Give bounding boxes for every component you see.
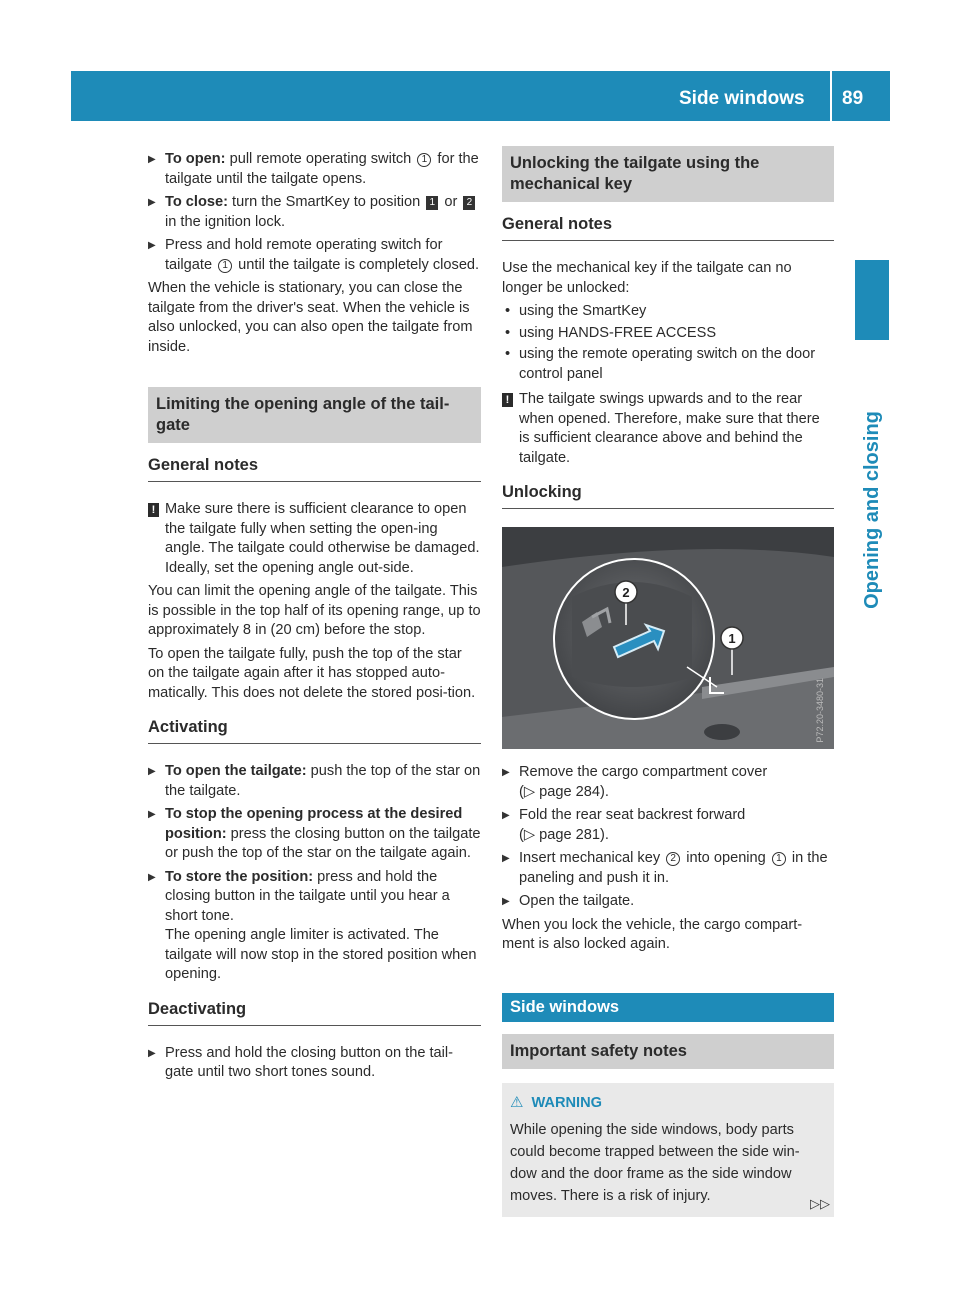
- subheading-general-notes: General notes: [148, 455, 481, 482]
- step-open-tailgate: ▶ To open the tailgate: push the top of the star on the tailgate.: [148, 762, 481, 801]
- warning-heading: ⚠ WARNING: [510, 1093, 602, 1111]
- warning-triangle-icon: ⚠: [510, 1093, 524, 1111]
- instruction-close: ▶ To close: turn the SmartKey to position 1 or 2 in the ignition lock.: [148, 193, 481, 232]
- left-column: [148, 150, 481, 1087]
- exclamation-icon: !: [502, 393, 513, 407]
- chapter-label: Opening and closing: [861, 411, 883, 609]
- step-fold-backrest: ▶ Fold the rear seat backrest forward (▷ page 281).: [502, 806, 834, 845]
- next-page-arrow-icon: ▷▷: [810, 1196, 830, 1211]
- section-unlocking-tailgate: Unlocking the tailgate using the mechanical key: [502, 146, 834, 202]
- position-2-marker: 2: [463, 196, 475, 210]
- exclamation-icon: !: [148, 503, 159, 517]
- bullet-smartkey: • using the SmartKey: [502, 302, 834, 322]
- header-separator: [830, 71, 832, 121]
- step-stop-opening: ▶ To stop the opening process at the desired position: press the closing button on the tailgate or push the top of the star on the tailgate again.: [148, 805, 481, 864]
- subheading-unlocking: Unlocking: [502, 482, 834, 509]
- instruction-press-hold: ▶ Press and hold remote operating switch for tailgate 1 until the tailgate is completely closed.: [148, 236, 481, 275]
- item-1-marker: 1: [772, 852, 786, 866]
- warning-text: While opening the side windows, body parts could become trapped between the side win-dow and the door frame as the side window moves. There is a risk of injury.: [510, 1122, 800, 1204]
- notice-swing-clearance: ! The tailgate swings upwards and to the rear when opened. Therefore, make sure that there is sufficient clearance above and behind the tailgate.: [502, 390, 834, 468]
- step-deactivate: ▶ Press and hold the closing button on the tail-gate until two short tones sound.: [148, 1044, 481, 1083]
- item-2-marker: 2: [666, 852, 680, 866]
- item-1-marker: 1: [417, 153, 431, 167]
- tailgate-figure: [502, 527, 834, 749]
- step-store-position: ▶ To store the position: press and hold the closing button in the tailgate until you hear a short tone. The opening angle limiter is activated. The tailgate will now stop in the stored position when opening.: [148, 868, 481, 985]
- position-1-marker: 1: [426, 196, 438, 210]
- item-1-marker: 1: [218, 259, 232, 273]
- notice-clearance: ! Make sure there is sufficient clearance to open the tailgate fully when setting the open-ing angle. The tailgate could otherwise be damaged. Ideally, set the opening angle out-side.: [148, 500, 481, 578]
- subheading-deactivating: Deactivating: [148, 999, 481, 1026]
- tailgate-illustration: [502, 527, 834, 749]
- unlock-intro: Use the mechanical key if the tailgate can no longer be unlocked:: [502, 260, 792, 296]
- step-open-tailgate-right: ▶ Open the tailgate.: [502, 892, 834, 912]
- section-side-windows: Side windows: [502, 993, 834, 1022]
- figure-code: P72.20-3480-31: [814, 678, 825, 743]
- bullet-hands-free: • using HANDS-FREE ACCESS: [502, 324, 834, 344]
- page-number: 89: [842, 88, 864, 109]
- bullet-remote-switch: • using the remote operating switch on the door control panel: [502, 345, 834, 384]
- side-tab: [855, 260, 889, 340]
- instruction-open: ▶ To open: pull remote operating switch 1 for the tailgate until the tailgate opens.: [148, 150, 481, 189]
- callout-1: 1: [728, 631, 736, 646]
- subheading-general-notes-right: General notes: [502, 214, 834, 241]
- stationary-paragraph: When the vehicle is stationary, you can close the tailgate from the driver's seat. When the vehicle is also unlocked, you can also open the tailgate from inside.: [148, 280, 473, 355]
- limit-paragraph-2: To open the tailgate fully, push the top of the star on the tailgate again after it has stopped auto-matically. This does not delete the stored posi-tion.: [148, 645, 476, 701]
- section-safety-notes: Important safety notes: [502, 1034, 834, 1069]
- section-limiting-angle: Limiting the opening angle of the tail-gate: [148, 387, 481, 443]
- callout-2: 2: [622, 585, 630, 600]
- right-column: [502, 146, 834, 1217]
- step-remove-cover: ▶ Remove the cargo compartment cover (▷ page 284).: [502, 763, 834, 802]
- lock-paragraph: When you lock the vehicle, the cargo compart-ment is also locked again.: [502, 916, 803, 952]
- step-insert-key: ▶ Insert mechanical key 2 into opening 1 in the paneling and push it in.: [502, 849, 834, 888]
- limit-paragraph-1: You can limit the opening angle of the tailgate. This is possible in the top half of its opening range, up to approximately 8 in (20 cm) before the stop.: [148, 583, 481, 638]
- header-title: Side windows: [679, 88, 805, 109]
- subheading-activating: Activating: [148, 717, 481, 744]
- warning-box: [502, 1083, 834, 1218]
